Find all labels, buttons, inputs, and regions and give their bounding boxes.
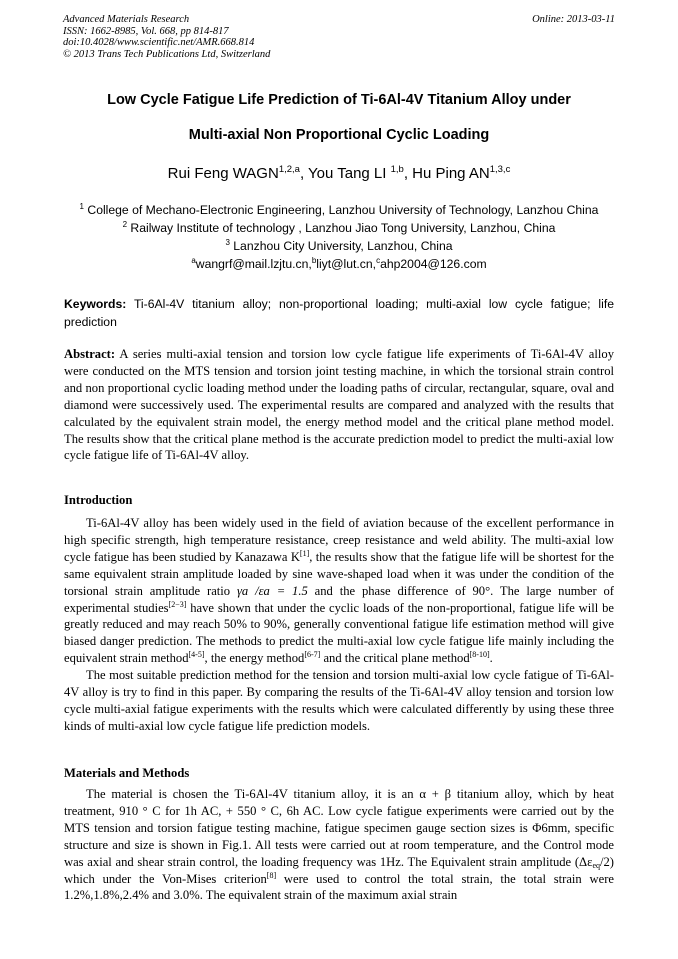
affiliation-3-text: Lanzhou City University, Lanzhou, China	[229, 239, 453, 253]
author-1: Rui Feng WAGN	[167, 165, 279, 182]
email-b[interactable]: liyt@lut.cn,	[316, 257, 377, 271]
materials-text-a: The material is chosen the Ti-6Al-4V titanium alloy, it is an α + β titanium alloy, which by heat treatment, 910 ° C for 1h AC, + 550 ° C, 6h AC. Low cycle fatigue experiments were carried out by the MTS tension and torsion fatigue testing machine, fatigue specimen gauge section sizes is Φ6mm, specific structure and size is shown in Fig.1. All tests were carried out at room temperature, and the Control mode was axial and shear strain control, the loading frequency was 1Hz. The Equivalent strain amplitude (Δε	[64, 787, 614, 869]
strain-ratio-formula: γa /εa = 1.5	[236, 583, 308, 598]
citation-2-3[interactable]: [2−3]	[168, 599, 187, 609]
author-2-affil: 1,b	[390, 164, 404, 175]
citation-6-7[interactable]: [6-7]	[304, 650, 321, 660]
abstract-text: A series multi-axial tension and torsion low cycle fatigue life experiments of Ti-6Al-4V alloy were conducted on the MTS tension and torsion joint testing machine, in which the torsional strain control and non proportional cyclic loading method under the loading paths of circular, rectangular, square, oval and diamond were successively used. The experimental results are compared and analyzed with the results that calculated by the equivalent strain model, the energy method model and the critical plane method model. The results show that the critical plane method is the accurate prediction model to predict the multi-axial low cycle fatigue life of Ti-6Al-4V alloy.	[64, 347, 614, 463]
copyright-line: © 2013 Trans Tech Publications Ltd, Switzerland	[63, 48, 271, 60]
email-c-mark: c	[376, 256, 381, 265]
journal-name: Advanced Materials Research	[63, 14, 190, 25]
email-a-mark: a	[191, 256, 196, 265]
citation-8[interactable]: [8]	[266, 870, 277, 880]
intro-text-c: and the phase difference of 90°. The large number of experimental studies	[64, 583, 614, 615]
email-c[interactable]: ahp2004@126.com	[380, 257, 487, 271]
keywords-label: Keywords:	[64, 297, 127, 311]
paper-title-line-2: Multi-axial Non Proportional Cyclic Loading	[188, 127, 490, 143]
journal-header	[63, 14, 270, 60]
author-3: , Hu Ping AN	[403, 165, 490, 182]
introduction-body	[64, 515, 614, 735]
author-1-affil: 1,2,a	[278, 164, 300, 175]
materials-text-c: were used to control the total strain, the total strain were 1.2%,1.8%,2.4% and 3.0%. The equivalent strain of the maximum axial strain	[64, 871, 614, 903]
materials-heading: Materials and Methods	[64, 766, 190, 780]
doi-line: doi:10.4028/www.scientific.net/AMR.668.814	[63, 37, 255, 48]
intro-text-b: , the results show that the fatigue life will be shortest for the same equivalent strain amplitude loaded by sine wave-shaped load when it was under the condition of the torsional strain amplitude ratio	[64, 549, 614, 598]
paper-title-line-1: Low Cycle Fatigue Life Prediction of Ti-6Al-4V Titanium Alloy under	[107, 92, 571, 108]
introduction-paragraph-2: The most suitable prediction method for the tension and torsion multi-axial low cycle fatigue of Ti-6Al-4V alloy is try to find in this paper. By comparing the results of the Ti-6Al-4V alloy tension and torsion low cycle multi-axial fatigue experiments with the results which were calculated differently by using these three kinds of multi-axial low cycle fatigue life prediction models.	[64, 668, 614, 733]
affiliation-1	[40, 203, 638, 217]
affiliation-1-mark: 1	[79, 202, 84, 211]
author-2: , You Tang LI	[299, 165, 391, 182]
abstract-section	[64, 346, 614, 464]
affiliation-3	[40, 239, 638, 253]
keywords-text: Ti-6Al-4V titanium alloy; non-proportional loading; multi-axial low cycle fatigue; life prediction	[64, 297, 614, 329]
materials-body	[64, 786, 614, 904]
eq-subscript: eq	[592, 860, 600, 870]
materials-text-b: /2) which under the Von-Mises criterion	[64, 854, 614, 886]
introduction-paragraph-1	[64, 515, 614, 667]
online-date: Online: 2013-03-11	[532, 14, 615, 25]
introduction-heading: Introduction	[64, 493, 133, 507]
issn-line: ISSN: 1662-8985, Vol. 668, pp 814-817	[63, 25, 229, 37]
author-list	[40, 165, 638, 182]
citation-4-5[interactable]: [4-5]	[188, 650, 205, 660]
citation-1[interactable]: [1]	[299, 548, 310, 558]
materials-paragraph-1	[64, 786, 614, 904]
keywords-section	[64, 295, 614, 331]
citation-8-10[interactable]: [8-10]	[469, 650, 490, 660]
intro-text-a: Ti-6Al-4V alloy has been widely used in the field of aviation because of the excellent performance in high specific strength, high temperature resistance, creep resistance and weld ability. The multi-axial low cycle fatigue has been studied by Kanazawa K	[64, 516, 614, 564]
intro-text-e: , the energy method	[204, 651, 305, 666]
affiliation-2-mark: 2	[122, 220, 128, 229]
intro-text-g: .	[489, 651, 493, 666]
affiliation-2-text: Railway Institute of technology , Lanzhou Jiao Tong University, Lanzhou, China	[127, 221, 556, 235]
email-b-mark: b	[311, 256, 317, 265]
intro-text-d: have shown that under the cyclic loads of the non-proportional, fatigue life will be greatly reduced and may reach 50% to 90%, generally conventional fatigue life estimation method will give biased danger prediction. The methods to predict the multi-axial low cycle fatigue life mainly including the equivalent strain method	[64, 600, 614, 666]
abstract-label: Abstract:	[64, 347, 116, 361]
email-a[interactable]: wangrf@mail.lzjtu.cn,	[195, 257, 312, 271]
author-3-affil: 1,3,c	[489, 164, 511, 175]
intro-text-f: and the critical plane method	[320, 651, 470, 666]
affiliation-1-text: College of Mechano-Electronic Engineering, Lanzhou University of Technology, Lanzhou China	[84, 203, 599, 217]
affiliation-2	[40, 221, 638, 235]
email-line	[40, 257, 638, 271]
affiliation-3-mark: 3	[225, 238, 230, 247]
